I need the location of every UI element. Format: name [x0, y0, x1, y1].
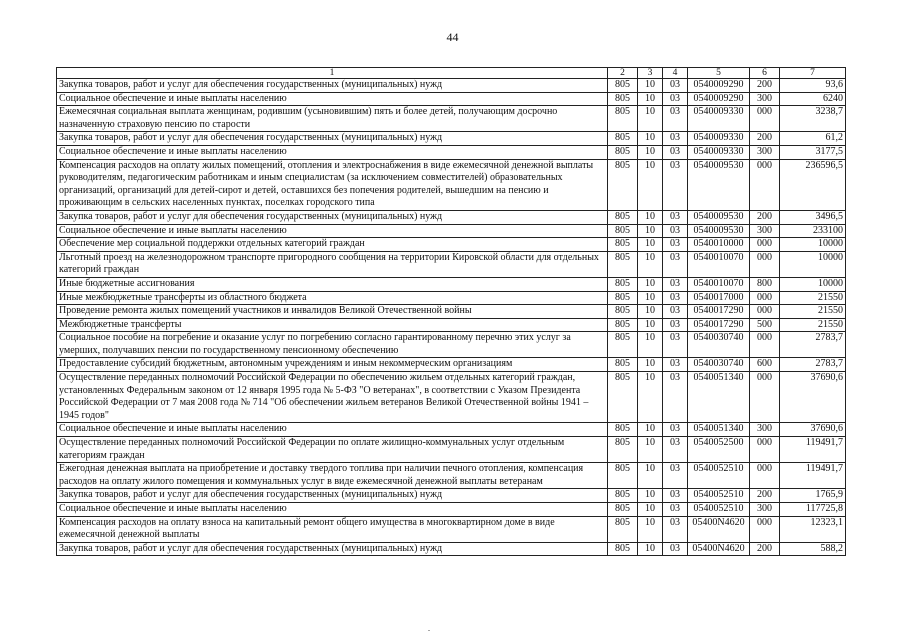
- table-row: [57, 106, 846, 132]
- row-value-cell: 03: [663, 516, 688, 542]
- table-row: [57, 423, 846, 437]
- header-cell: 2: [608, 68, 638, 79]
- row-value-cell: 200: [750, 542, 780, 556]
- row-value-cell: 21550: [780, 291, 846, 305]
- row-value-cell: 10: [638, 145, 663, 159]
- row-value-cell: 000: [750, 332, 780, 358]
- row-value-cell: 10: [638, 132, 663, 146]
- row-value-cell: 03: [663, 423, 688, 437]
- row-value-cell: 03: [663, 159, 688, 210]
- row-value-cell: 0540009330: [688, 145, 750, 159]
- table-row: [57, 224, 846, 238]
- row-name-cell: Социальное обеспечение и иные выплаты населению: [57, 145, 608, 159]
- row-value-cell: 10: [638, 238, 663, 252]
- row-value-cell: 0540009530: [688, 159, 750, 210]
- row-value-cell: 117725,8: [780, 503, 846, 517]
- row-value-cell: 805: [608, 503, 638, 517]
- row-value-cell: 10: [638, 224, 663, 238]
- row-value-cell: 0540017000: [688, 291, 750, 305]
- table-row: [57, 332, 846, 358]
- row-value-cell: 805: [608, 224, 638, 238]
- row-value-cell: 3238,7: [780, 106, 846, 132]
- row-value-cell: 805: [608, 277, 638, 291]
- table-row: [57, 318, 846, 332]
- row-value-cell: 61,2: [780, 132, 846, 146]
- row-value-cell: 37690,6: [780, 372, 846, 423]
- row-value-cell: 03: [663, 79, 688, 93]
- header-cell: 7: [780, 68, 846, 79]
- row-value-cell: 300: [750, 224, 780, 238]
- row-value-cell: 2783,7: [780, 332, 846, 358]
- row-value-cell: 03: [663, 132, 688, 146]
- row-name-cell: Социальное пособие на погребение и оказание услуг по погребению согласно гарантированному перечню этих услуг за умерших, получавших пенсии по государственному пенсионному обеспечению: [57, 332, 608, 358]
- row-value-cell: 805: [608, 372, 638, 423]
- row-value-cell: 03: [663, 106, 688, 132]
- row-name-cell: Предоставление субсидий бюджетным, автономным учреждениям и иным некоммерческим организациям: [57, 358, 608, 372]
- row-value-cell: 05400N4620: [688, 516, 750, 542]
- scan-mark: .: [428, 624, 430, 633]
- row-value-cell: 3496,5: [780, 210, 846, 224]
- row-value-cell: 805: [608, 437, 638, 463]
- row-value-cell: 93,6: [780, 79, 846, 93]
- row-value-cell: 600: [750, 358, 780, 372]
- row-value-cell: 10: [638, 437, 663, 463]
- row-name-cell: Закупка товаров, работ и услуг для обеспечения государственных (муниципальных) нужд: [57, 489, 608, 503]
- row-value-cell: 805: [608, 332, 638, 358]
- row-value-cell: 805: [608, 251, 638, 277]
- row-value-cell: 000: [750, 106, 780, 132]
- row-value-cell: 10000: [780, 238, 846, 252]
- row-value-cell: 0540052500: [688, 437, 750, 463]
- row-value-cell: 03: [663, 277, 688, 291]
- row-name-cell: Ежегодная денежная выплата на приобретение и доставку твердого топлива при наличии печного отопления, компенсация расходов на оплату жилого помещения и коммунальных услуг в виде ежемесячной денежной выплаты ветеранам: [57, 463, 608, 489]
- page-number: 44: [446, 30, 459, 44]
- row-value-cell: 0540051340: [688, 372, 750, 423]
- row-value-cell: 000: [750, 251, 780, 277]
- row-value-cell: 805: [608, 145, 638, 159]
- row-value-cell: 2783,7: [780, 358, 846, 372]
- row-value-cell: 200: [750, 489, 780, 503]
- row-value-cell: 10: [638, 318, 663, 332]
- row-value-cell: 000: [750, 372, 780, 423]
- table-row: [57, 79, 846, 93]
- row-value-cell: 805: [608, 132, 638, 146]
- row-value-cell: 6240: [780, 92, 846, 106]
- row-name-cell: Компенсация расходов на оплату жилых помещений, отопления и электроснабжения в виде ежемесячной денежной выплаты руководителям, педагогическим работникам и иным специалистам (за исключением совместителей) образовательных организаций, организаций для детей-сирот и детей, оставшихся без попечения родителей, вышедшим на пенсию и проживающим в сельских населенных пунктах, поселках городского типа: [57, 159, 608, 210]
- row-value-cell: 03: [663, 224, 688, 238]
- row-value-cell: 0540010070: [688, 251, 750, 277]
- row-value-cell: 10: [638, 159, 663, 210]
- row-value-cell: 10: [638, 79, 663, 93]
- header-cell: 1: [57, 68, 608, 79]
- row-value-cell: 10: [638, 92, 663, 106]
- row-name-cell: Социальное обеспечение и иные выплаты населению: [57, 92, 608, 106]
- row-name-cell: Социальное обеспечение и иные выплаты населению: [57, 224, 608, 238]
- header-cell: 4: [663, 68, 688, 79]
- table-row: [57, 251, 846, 277]
- row-name-cell: Проведение ремонта жилых помещений участников и инвалидов Великой Отечественной войны: [57, 305, 608, 319]
- row-value-cell: 3177,5: [780, 145, 846, 159]
- table-row: [57, 372, 846, 423]
- row-value-cell: 000: [750, 516, 780, 542]
- row-name-cell: Межбюджетные трансферты: [57, 318, 608, 332]
- row-name-cell: Иные межбюджетные трансферты из областного бюджета: [57, 291, 608, 305]
- row-value-cell: 10000: [780, 277, 846, 291]
- row-value-cell: 03: [663, 251, 688, 277]
- row-name-cell: Социальное обеспечение и иные выплаты населению: [57, 423, 608, 437]
- row-value-cell: 10: [638, 542, 663, 556]
- row-value-cell: 805: [608, 106, 638, 132]
- row-value-cell: 805: [608, 210, 638, 224]
- row-value-cell: 200: [750, 132, 780, 146]
- table-row: [57, 489, 846, 503]
- row-value-cell: 805: [608, 159, 638, 210]
- row-value-cell: 03: [663, 318, 688, 332]
- table-row: [57, 358, 846, 372]
- row-value-cell: 300: [750, 423, 780, 437]
- row-value-cell: 21550: [780, 305, 846, 319]
- row-value-cell: 805: [608, 542, 638, 556]
- row-value-cell: 1765,9: [780, 489, 846, 503]
- table-row: [57, 542, 846, 556]
- row-value-cell: 10: [638, 516, 663, 542]
- table-row: [57, 437, 846, 463]
- row-value-cell: 03: [663, 437, 688, 463]
- row-value-cell: 233100: [780, 224, 846, 238]
- row-name-cell: Социальное обеспечение и иные выплаты населению: [57, 503, 608, 517]
- row-name-cell: Льготный проезд на железнодорожном транспорте пригородного сообщения на территории Кировской области для отдельных категорий граждан: [57, 251, 608, 277]
- row-value-cell: 10: [638, 372, 663, 423]
- row-name-cell: Ежемесячная социальная выплата женщинам, родившим (усыновившим) пять и более детей, получающим досрочно назначенную страховую пенсию по старости: [57, 106, 608, 132]
- row-name-cell: Иные бюджетные ассигнования: [57, 277, 608, 291]
- row-value-cell: 800: [750, 277, 780, 291]
- table-row: [57, 305, 846, 319]
- table-row: [57, 238, 846, 252]
- row-value-cell: 10: [638, 305, 663, 319]
- row-value-cell: 10: [638, 503, 663, 517]
- row-value-cell: 805: [608, 291, 638, 305]
- header-cell: 5: [688, 68, 750, 79]
- row-value-cell: 03: [663, 503, 688, 517]
- table-row: [57, 463, 846, 489]
- row-value-cell: 10: [638, 277, 663, 291]
- row-value-cell: 03: [663, 358, 688, 372]
- row-value-cell: 10: [638, 251, 663, 277]
- row-value-cell: 805: [608, 305, 638, 319]
- header-cell: 3: [638, 68, 663, 79]
- row-value-cell: 300: [750, 503, 780, 517]
- row-name-cell: Осуществление переданных полномочий Российской Федерации по оплате жилищно-коммунальных услуг отдельным категориям граждан: [57, 437, 608, 463]
- row-value-cell: 0540009330: [688, 132, 750, 146]
- row-value-cell: 03: [663, 238, 688, 252]
- row-value-cell: 0540052510: [688, 463, 750, 489]
- row-value-cell: 10: [638, 358, 663, 372]
- row-name-cell: Закупка товаров, работ и услуг для обеспечения государственных (муниципальных) нужд: [57, 210, 608, 224]
- row-value-cell: 10: [638, 106, 663, 132]
- row-name-cell: Закупка товаров, работ и услуг для обеспечения государственных (муниципальных) нужд: [57, 79, 608, 93]
- row-value-cell: 805: [608, 238, 638, 252]
- budget-table: [56, 67, 846, 556]
- table-row: [57, 277, 846, 291]
- header-cell: 6: [750, 68, 780, 79]
- table-row: [57, 132, 846, 146]
- row-value-cell: 0540017290: [688, 305, 750, 319]
- row-value-cell: 03: [663, 92, 688, 106]
- row-name-cell: Компенсация расходов на оплату взноса на капитальный ремонт общего имущества в многоквартирном доме в виде ежемесячной денежной выплаты: [57, 516, 608, 542]
- row-value-cell: 500: [750, 318, 780, 332]
- row-value-cell: 0540009530: [688, 210, 750, 224]
- row-value-cell: 236596,5: [780, 159, 846, 210]
- row-value-cell: 03: [663, 305, 688, 319]
- row-value-cell: 10: [638, 489, 663, 503]
- row-value-cell: 37690,6: [780, 423, 846, 437]
- row-value-cell: 300: [750, 92, 780, 106]
- row-value-cell: 03: [663, 291, 688, 305]
- row-value-cell: 10000: [780, 251, 846, 277]
- row-value-cell: 05400N4620: [688, 542, 750, 556]
- row-value-cell: 0540052510: [688, 503, 750, 517]
- row-value-cell: 03: [663, 145, 688, 159]
- row-value-cell: 10: [638, 210, 663, 224]
- table-row: [57, 503, 846, 517]
- table-row: [57, 291, 846, 305]
- row-value-cell: 000: [750, 291, 780, 305]
- row-value-cell: 588,2: [780, 542, 846, 556]
- row-value-cell: 21550: [780, 318, 846, 332]
- row-value-cell: 0540009290: [688, 79, 750, 93]
- row-value-cell: 10: [638, 332, 663, 358]
- row-value-cell: 200: [750, 79, 780, 93]
- row-value-cell: 000: [750, 437, 780, 463]
- table-row: [57, 210, 846, 224]
- row-value-cell: 0540052510: [688, 489, 750, 503]
- row-value-cell: 805: [608, 79, 638, 93]
- row-name-cell: Закупка товаров, работ и услуг для обеспечения государственных (муниципальных) нужд: [57, 132, 608, 146]
- row-value-cell: 0540009290: [688, 92, 750, 106]
- row-value-cell: 805: [608, 423, 638, 437]
- row-value-cell: 0540051340: [688, 423, 750, 437]
- row-value-cell: 0540009330: [688, 106, 750, 132]
- row-value-cell: 10: [638, 423, 663, 437]
- row-value-cell: 000: [750, 305, 780, 319]
- row-value-cell: 03: [663, 372, 688, 423]
- row-value-cell: 03: [663, 542, 688, 556]
- row-value-cell: 0540009530: [688, 224, 750, 238]
- table-row: [57, 516, 846, 542]
- table-header-row: [57, 68, 846, 79]
- row-value-cell: 0540030740: [688, 332, 750, 358]
- row-value-cell: 805: [608, 358, 638, 372]
- row-value-cell: 300: [750, 145, 780, 159]
- table-row: [57, 159, 846, 210]
- row-value-cell: 03: [663, 463, 688, 489]
- row-value-cell: 0540010070: [688, 277, 750, 291]
- row-value-cell: 03: [663, 332, 688, 358]
- row-value-cell: 10: [638, 463, 663, 489]
- row-value-cell: 119491,7: [780, 463, 846, 489]
- row-name-cell: Осуществление переданных полномочий Российской Федерации по обеспечению жильем отдельных категорий граждан, установленных Федеральным законом от 12 января 1995 года № 5-ФЗ "О ветеранах", в соответствии с Указом Президента Российской Федерации от 7 мая 2008 года № 714 "Об обеспечении жильем ветеранов Великой Отечественной войны 1941 – 1945 годов": [57, 372, 608, 423]
- table-row: [57, 92, 846, 106]
- row-name-cell: Обеспечение мер социальной поддержки отдельных категорий граждан: [57, 238, 608, 252]
- table-row: [57, 145, 846, 159]
- row-value-cell: 0540010000: [688, 238, 750, 252]
- row-value-cell: 805: [608, 318, 638, 332]
- row-value-cell: 200: [750, 210, 780, 224]
- row-value-cell: 000: [750, 238, 780, 252]
- row-value-cell: 805: [608, 92, 638, 106]
- row-value-cell: 0540017290: [688, 318, 750, 332]
- row-value-cell: 03: [663, 489, 688, 503]
- row-value-cell: 0540030740: [688, 358, 750, 372]
- row-value-cell: 805: [608, 463, 638, 489]
- row-value-cell: 03: [663, 210, 688, 224]
- row-value-cell: 10: [638, 291, 663, 305]
- row-value-cell: 000: [750, 159, 780, 210]
- row-value-cell: 000: [750, 463, 780, 489]
- row-value-cell: 805: [608, 516, 638, 542]
- row-value-cell: 119491,7: [780, 437, 846, 463]
- row-value-cell: 805: [608, 489, 638, 503]
- row-name-cell: Закупка товаров, работ и услуг для обеспечения государственных (муниципальных) нужд: [57, 542, 608, 556]
- row-value-cell: 12323,1: [780, 516, 846, 542]
